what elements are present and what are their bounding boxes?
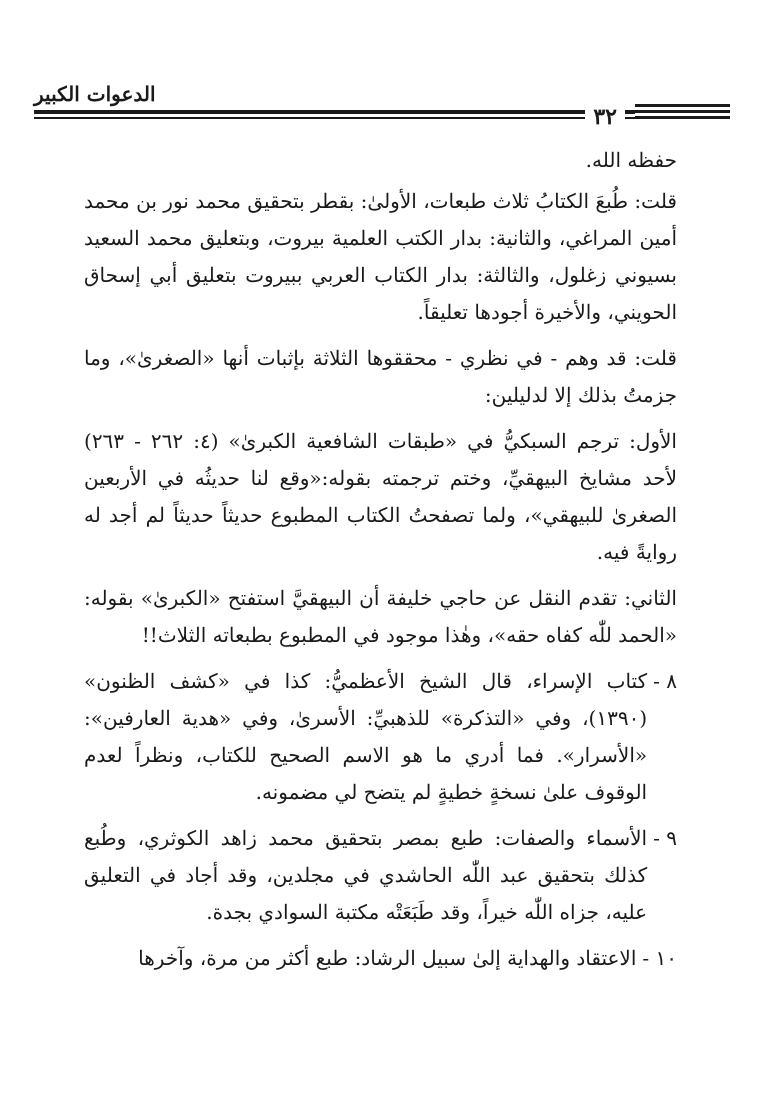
- paragraph-closing: حفظه الله.: [585, 148, 677, 172]
- item-text: كتاب الإسراء، قال الشيخ الأعظميُّ: كذا في «كشف الظنون» (١٣٩٠)، وفي «التذكرة» للذهبيِّ: الأسرىٰ، وفي «هدية العارفين»: «الأسرار». فما أدري ما هو الاسم الصحيح للكتاب، ونظراً لعدم الوقوف علىٰ نسخةٍ خطيةٍ لم يتضح لي مضمونه.: [84, 669, 648, 804]
- body-text: [84, 142, 677, 986]
- paragraph-second-evidence: الثاني: تقدم النقل عن حاجي خليفة أن البيهقيَّ استفتح «الكبرىٰ» بقوله: «الحمد للّٰه كفاه حقه»، وهٰذا موجود في المطبوع بطبعاته الثلاث!!: [84, 586, 677, 647]
- paragraph-note: قلت: قد وهم - في نظري - محققوها الثلاثة بإثبات أنها «الصغرىٰ»، وما جزمتُ بذلك إلا لدليلين:: [84, 346, 677, 407]
- header-ornament: [635, 104, 730, 122]
- list-item: [84, 820, 677, 931]
- item-text: الاعتقاد والهداية إلىٰ سبيل الرشاد: طبع أكثر من مرة، وآخرها: [138, 946, 637, 970]
- item-number: ٩ -: [653, 826, 677, 850]
- paragraph-editions: قلت: طُبعَ الكتابُ ثلاث طبعات، الأولىٰ: بقطر بتحقيق محمد نور بن محمد أمين المراغي، والثانية: بدار الكتب العلمية بيروت، وبتعليق محمد السعيد بسيوني زغلول، والثالثة: بدار الكتاب العربي ببيروت بتعليق أبي إسحاق الحويني، والأخيرة أجودها تعليقاً.: [84, 189, 677, 324]
- item-text: الأسماء والصفات: طبع بمصر بتحقيق محمد زاهد الكوثري، وطُبع كذلك بتحقيق عبد اللّٰه الحاشدي في مجلدين، وقد أجاد في التعليق عليه، جزاه اللّٰه خيراً، وقد طَبَعَتْه مكتبة السوادي بجدة.: [84, 826, 648, 924]
- paragraph-first-evidence: الأول: ترجم السبكيُّ في «طبقات الشافعية الكبرىٰ» (٤: ٢٦٢ - ٢٦٣) لأحد مشايخ البيهقيِّ، وختم ترجمته بقوله:«وقع لنا حديثُه في الأربعين الصغرىٰ للبيهقي»، ولما تصفحتُ الكتاب المطبوع حديثاً حديثاً لم أجد له روايةً فيه.: [84, 429, 677, 564]
- item-number: ١٠ -: [642, 946, 677, 970]
- list-item: [84, 663, 677, 811]
- list-item: [84, 940, 677, 977]
- running-header: [34, 82, 730, 130]
- running-title: الدعوات الكبير: [34, 82, 156, 106]
- header-rule-thick: [34, 110, 730, 114]
- item-number: ٨ -: [653, 669, 677, 693]
- page-number: ٣٢: [585, 104, 625, 130]
- header-rule-thin: [34, 117, 730, 119]
